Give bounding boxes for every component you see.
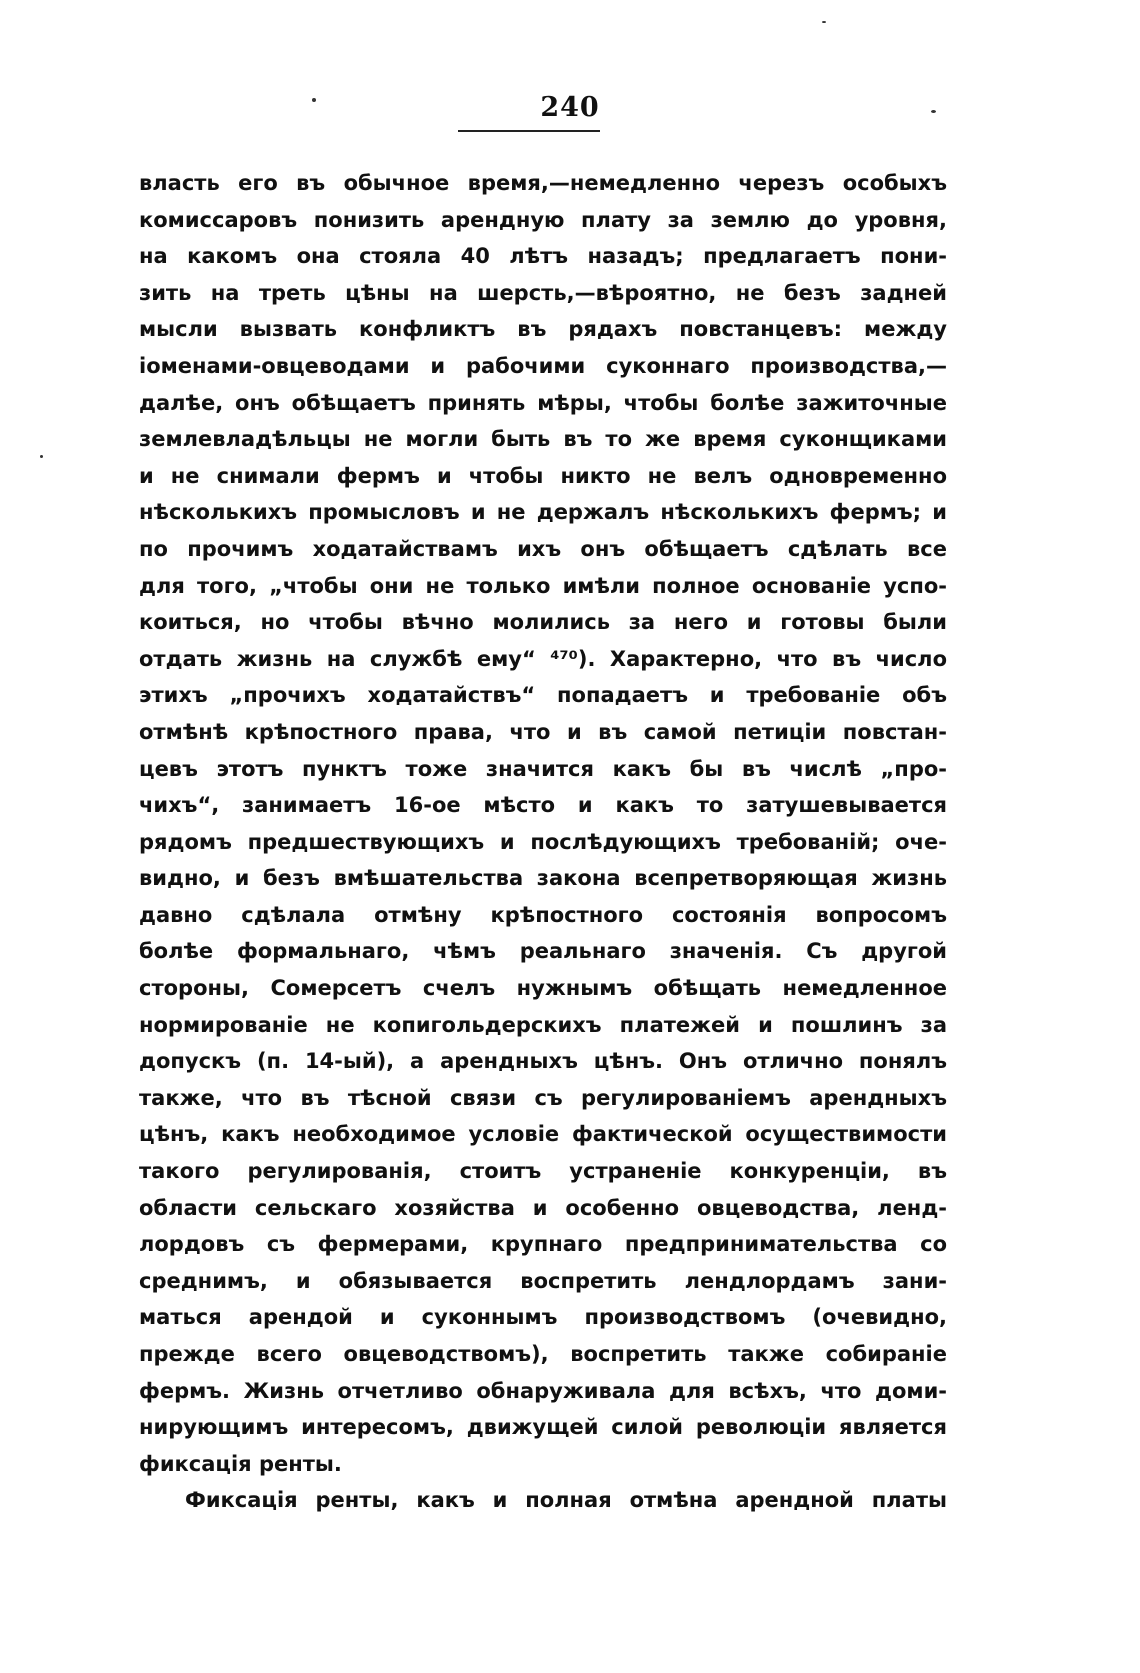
- text-line: области сельскаго хозяйства и особенно овцеводства, ленд-: [139, 1195, 947, 1220]
- text-line: комиссаровъ понизить арендную плату за землю до уровня,: [139, 207, 947, 232]
- text-line: и не снимали фермъ и чтобы никто не велъ одновременно: [139, 463, 947, 488]
- text-line: цѣнъ, какъ необходимое условіе фактической осуществимости: [139, 1122, 947, 1147]
- text-line: нормированіе не копигольдерскихъ платежей и пошлинъ за: [139, 1012, 947, 1037]
- text-line: прежде всего овцеводствомъ), воспретить также собираніе: [139, 1342, 947, 1366]
- text-line: землевладѣльцы не могли быть въ то же время суконщиками: [139, 427, 947, 452]
- text-line: давно сдѣлала отмѣну крѣпостного состоянія вопросомъ: [139, 902, 947, 927]
- text-line: нирующимъ интересомъ, движущей силой революціи является: [139, 1415, 947, 1440]
- text-line: власть его въ обычное время,—немедленно черезъ особыхъ: [139, 171, 947, 195]
- text-line: на какомъ она стояла 40 лѣтъ назадъ; предлагаетъ пони-: [139, 244, 947, 269]
- text-line: коиться, но чтобы вѣчно молились за него и готовы были: [139, 610, 947, 635]
- text-line: далѣе, онъ обѣщаетъ принять мѣры, чтобы болѣе зажиточные: [139, 390, 947, 415]
- text-line: лордовъ съ фермерами, крупнаго предпринимательства со: [139, 1232, 947, 1257]
- text-line: отмѣнѣ крѣпостного права, что и въ самой петиціи повстан-: [139, 719, 947, 744]
- text-line: среднимъ, и обязывается воспретить лендлордамъ зани-: [139, 1268, 947, 1293]
- text-line: Фиксація ренты, какъ и полная отмѣна арендной платы: [185, 1488, 947, 1513]
- text-line: зить на треть цѣны на шерсть,—вѣроятно, не безъ задней: [139, 280, 947, 305]
- print-speck: [931, 110, 936, 113]
- text-line: нѣсколькихъ промысловъ и не держалъ нѣсколькихъ фермъ; и: [139, 500, 947, 525]
- text-line: фиксація ренты.: [139, 1451, 342, 1476]
- text-line: по прочимъ ходатайствамъ ихъ онъ обѣщаетъ сдѣлать все: [139, 536, 947, 561]
- print-speck: [822, 21, 826, 23]
- text-line: мысли вызвать конфликтъ въ рядахъ повстанцевъ: между: [139, 317, 947, 342]
- text-line: допускъ (п. 14-ый), а арендныхъ цѣнъ. Онъ отлично понялъ: [139, 1049, 947, 1074]
- text-line: маться арендой и суконнымъ производствомъ (очевидно,: [139, 1305, 947, 1330]
- text-line: такого регулированія, стоитъ устраненіе конкуренціи, въ: [139, 1159, 947, 1184]
- text-line: цевъ этотъ пунктъ тоже значится какъ бы въ числѣ „про-: [139, 756, 947, 781]
- page-number: 240: [540, 92, 600, 123]
- text-line: для того, „чтобы они не только имѣли полное основаніе успо-: [139, 573, 947, 598]
- text-line: стороны, Сомерсетъ счелъ нужнымъ обѣщать немедленное: [139, 976, 947, 1001]
- body-text: [139, 165, 947, 1519]
- print-speck: [40, 455, 43, 458]
- print-speck: [312, 98, 316, 102]
- text-line: рядомъ предшествующихъ и послѣдующихъ требованій; оче-: [139, 829, 947, 854]
- text-line: также, что въ тѣсной связи съ регулированіемъ арендныхъ: [139, 1085, 947, 1110]
- text-line: болѣе формальнаго, чѣмъ реальнаго значенія. Съ другой: [139, 939, 947, 964]
- text-line: отдать жизнь на службѣ ему“ ⁴⁷⁰). Характерно, что въ число: [139, 646, 947, 671]
- text-line: фермъ. Жизнь отчетливо обнаруживала для всѣхъ, что доми-: [139, 1378, 947, 1403]
- text-line: видно, и безъ вмѣшательства закона всепретворяющая жизнь: [139, 866, 947, 891]
- header-rule: [458, 130, 600, 132]
- text-line: іоменами-овцеводами и рабочими суконнаго производства,—: [139, 353, 947, 378]
- text-line: этихъ „прочихъ ходатайствъ“ попадаетъ и требованіе объ: [139, 683, 947, 708]
- text-line: чихъ“, занимаетъ 16-ое мѣсто и какъ то затушевывается: [139, 793, 947, 818]
